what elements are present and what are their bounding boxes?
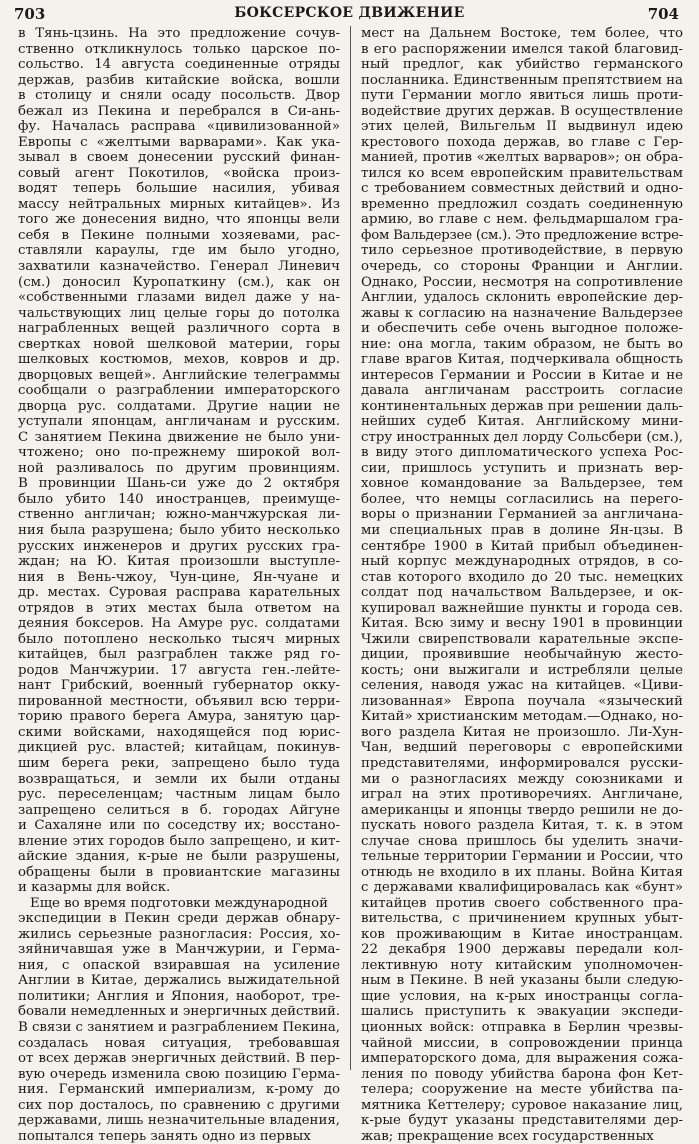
text-line: Чжили свирепствовали карательные экспе-: [361, 631, 683, 647]
text-line: В провинции Шань-си уже до 2 октября: [18, 476, 340, 492]
text-line: чайной миссии, в сопровождении принца: [361, 1035, 683, 1051]
text-line: массу нейтральных мирных китайцев». Из: [18, 196, 340, 212]
text-line: попытался теперь занять одно из первых: [18, 1128, 311, 1144]
text-line: 22 декабря 1900 державы передали кол-: [361, 942, 683, 958]
text-line: крестового похода держав, во главе с Гер-: [361, 134, 683, 150]
text-line: в виду этого дипломатического успеха Рос-: [361, 445, 683, 461]
text-line: ционных войск: отправка в Берлин чрезвы-: [361, 1020, 683, 1035]
text-line: награбленных вещей различного сорта в: [18, 321, 340, 337]
text-line: «собственными глазами видел даже у на-: [18, 290, 340, 306]
running-title: БОКСЕРСКОЕ ДВИЖЕНИЕ: [234, 5, 465, 21]
text-line: С занятием Пекина движение не было уни-: [18, 429, 340, 445]
text-line: Однако, России, несмотря на сопротивление: [361, 274, 683, 290]
text-line: жавы к согласию на назначение Вальдерзее: [361, 305, 683, 321]
text-line: мятника Кеттелеру; суровое наказание лиц,: [361, 1097, 683, 1113]
text-line: Еще во время подготовки международной: [30, 895, 328, 911]
text-line: став которого входило до 20 тыс. немецких: [361, 569, 683, 585]
text-line: ной разливалось по другим провинциям.: [18, 460, 340, 476]
text-line: дворца рус. солдатами. Другие нации не: [18, 398, 340, 414]
text-line: с требованием совместных действий и одно-: [361, 181, 683, 197]
text-line: торию правого берега Амура, занятую цар-: [18, 709, 340, 725]
text-line: шелковых костюмов, мехов, ковров и др.: [18, 352, 340, 368]
text-line: сии, пришлось уступить и признать вер-: [361, 460, 683, 476]
text-line: скими войсками, находящейся под юрис-: [18, 724, 340, 740]
text-line: запрещено селиться в б. городах Айгуне: [18, 802, 340, 818]
text-line: лективную ноту китайским уполномочен-: [361, 957, 683, 973]
text-line: купировал важнейшие пункты и города сев.: [361, 600, 683, 616]
text-line: представителями, информировался русски-: [361, 755, 683, 771]
text-line: очередь, со стороны Франции и Англии.: [361, 258, 683, 274]
text-line: Европы с «желтыми варварами». Как ука-: [18, 134, 340, 150]
text-line: тельные территории Германии и России, что: [361, 849, 683, 865]
text-line: лизованная» Европа поучала «языческий: [361, 693, 683, 709]
text-line: интересов Германии и России в Китае и не: [361, 367, 683, 383]
page-number-right: 704: [647, 5, 679, 23]
text-line: этих целей, Вильгельм II выдвинул идею: [361, 119, 683, 135]
text-line: селения, наводя ужас на китайцев. «Циви-: [361, 678, 683, 694]
text-line: давала англичанам расстроить согласие: [361, 383, 683, 399]
text-line: ми специальных прав в долине Ян-цзы. В: [361, 523, 683, 538]
text-line: щие условия, на к-рых иностранцы согла-: [361, 988, 683, 1004]
text-line: державами, лишь незначительные владения,: [18, 1113, 340, 1129]
text-line: солдат под начальством Вальдерзее, и ок-: [361, 585, 683, 601]
text-line: возвращаться, и земли их были отданы: [18, 771, 340, 787]
text-line: Китай» христианским методам.—Однако, но-: [361, 709, 683, 725]
text-line: ния в Вень-чжоу, Чун-цине, Ян-чуане и: [18, 569, 340, 585]
text-line: ственно откликнулось только царское по-: [18, 41, 340, 57]
text-line: ния, с опаской взиравшая на усиление: [18, 957, 340, 973]
text-line: шим берега реки, запрещено было туда: [18, 755, 340, 771]
left-column: [18, 26, 340, 1144]
text-line: играл на этих противоречиях. Англичане,: [361, 787, 683, 803]
text-line: к-рые будут указаны представителями дер-: [361, 1113, 683, 1129]
text-line: жав; прекращение всех государственных: [361, 1128, 654, 1144]
text-line: бовали немедленных и энергичных действий.: [18, 1004, 340, 1020]
text-line: в столицу и сняли осаду посольств. Двор: [18, 88, 340, 104]
text-line: диции, проявившие необычайную жесто-: [361, 647, 683, 663]
text-line: более, что немцы согласились на перего-: [361, 491, 683, 507]
text-line: айские здания, к-рые не были разрушены,: [18, 849, 340, 865]
text-line: дикцией рус. властей; китайцам, покинув-: [18, 740, 340, 756]
text-line: жились серьезные разногласия: Россия, хо-: [18, 926, 340, 942]
text-line: фом Вальдерзее (см.). Это предложение встре-: [361, 227, 683, 243]
text-line: зяйничавшая уже в Манчжурии, и Герма-: [18, 942, 340, 958]
text-line: ный предлог, как убийство германского: [361, 57, 683, 73]
text-line: и Сахаляне или по соседству их; восстано-: [18, 818, 340, 834]
text-line: пированной местности, объявил всю терри-: [18, 693, 340, 709]
text-line: и казармы для войск.: [18, 880, 171, 896]
text-line: китайцев, был разграблен также ряд го-: [18, 647, 340, 663]
text-line: держав, разбив китайские войска, вошли: [18, 72, 340, 88]
text-line: сольство. 14 августа соединенные отряды: [18, 57, 340, 73]
text-line: обращены были в провиантские магазины: [18, 864, 340, 880]
text-line: мест на Дальнем Востоке, тем более, что: [361, 26, 683, 41]
text-line: отнюдь не входило в их планы. Война Китая: [361, 864, 683, 880]
text-line: совый агент Покотилов, «войска произ-: [18, 165, 340, 181]
text-line: континентальных держав при решении даль-: [361, 398, 683, 414]
text-line: ления по поводу убийства барона фон Кет-: [361, 1066, 683, 1082]
text-line: рус. переселенцам; частным лицам было: [18, 787, 340, 803]
text-line: чтожено; оно по-прежнему широкой вол-: [18, 445, 340, 461]
text-line: зывал в своем донесении русский финан-: [18, 150, 340, 166]
text-line: водят теперь большие насилия, убивая: [18, 181, 340, 197]
text-line: В связи с занятием и разграблением Пекина,: [18, 1020, 340, 1035]
text-line: ждан; на Ю. Китая произошли выступле-: [18, 554, 340, 570]
text-line: Китая. Всю зиму и весну 1901 в провинции: [361, 616, 683, 632]
text-line: сообщали о разграблении императорского: [18, 383, 340, 399]
text-line: нейших судеб Китая. Английскому мини-: [361, 414, 683, 430]
text-line: американцы и японцы твердо решили не до-: [361, 802, 683, 818]
text-line: ственно англичан; южно-манчжурская ли-: [18, 507, 340, 523]
text-line: ния была разрушена; было убито несколько: [18, 523, 340, 538]
text-line: от всех держав энергичных действий. В пер-: [18, 1051, 340, 1067]
text-line: др. местах. Суровая расправа карательных: [18, 585, 340, 601]
text-line: русских инженеров и других русских гра-: [18, 538, 340, 554]
text-line: Англии, удалось склонить европейские дер-: [361, 290, 683, 306]
text-line: было потоплено несколько тысяч мирных: [18, 631, 340, 647]
text-line: вительства, с причинением крупных убыт-: [361, 911, 683, 927]
text-line: было убито 140 иностранцев, преимуще-: [18, 491, 340, 507]
text-line: ния. Германский империализм, к-рому до: [18, 1082, 340, 1098]
text-line: кость; они выжигали и истребляли целые: [361, 662, 683, 678]
text-line: пускать нового раздела Китая, т. к. в этом: [361, 818, 683, 834]
text-line: случае снова пришлось бы уделить значи-: [361, 833, 683, 849]
text-line: вление этих городов было запрещено, и кит-: [18, 833, 340, 849]
text-line: армию, во главе с нем. фельдмаршалом гра-: [361, 212, 683, 228]
text-line: временно предложил создать соединенную: [361, 196, 683, 212]
text-line: главе врагов Китая, подчеркивала общность: [361, 352, 683, 368]
text-line: с державами квалифицировалась как «бунт»: [361, 880, 683, 896]
text-line: стру иностранных дел лорду Сольсбери (см.),: [361, 429, 684, 445]
text-line: ховное командование за Вальдерзее, тем: [361, 476, 683, 492]
text-line: отрядов в этих местах была ответом на: [18, 600, 340, 616]
text-line: Чан, ведший переговоры с европейскими: [361, 740, 683, 756]
text-line: и обеспечить себе очень выгодное положе-: [361, 321, 683, 337]
text-line: телера; сооружение на месте убийства па-: [361, 1082, 683, 1098]
text-line: нант Грибский, военный губернатор окку-: [18, 678, 340, 694]
text-line: политики; Англия и Япония, наоборот, тре-: [18, 988, 340, 1004]
text-line: родов Манчжурии. 17 августа ген.-лейте-: [18, 662, 340, 678]
text-line: экспедиции в Пекин среди держав обнару-: [18, 911, 340, 927]
text-line: чальствующих лиц целые горы до потолка: [18, 305, 340, 321]
text-line: китайцев против своего собственного пра-: [361, 895, 683, 911]
text-line: ставляли караулы, где им было угодно,: [18, 243, 340, 259]
text-line: императорского дома, для выражения сожа-: [361, 1051, 683, 1067]
text-line: сих пор досталось, по сравнению с другими: [18, 1097, 340, 1113]
text-line: ми о разногласиях между союзниками и: [361, 771, 683, 787]
column-divider: [350, 26, 351, 1070]
text-line: тился ко всем европейским правительствам: [361, 165, 683, 181]
text-line: фу. Началась расправа «цивилизованной»: [18, 119, 340, 135]
text-line: шались приступить к эвакуации экспеди-: [361, 1004, 683, 1020]
text-line: воры о признании Германией за англичана-: [361, 507, 683, 523]
text-line: уступали японцам, англичанам и русским.: [18, 414, 340, 430]
text-line: свертках новой шелковой материи, горы: [18, 336, 340, 352]
text-line: себя в Пекине полными хозяевами, рас-: [18, 227, 340, 243]
text-line: того же донесения видно, что японцы вели: [18, 212, 340, 228]
text-line: ков проживающим в Китае иностранцам.: [361, 926, 683, 942]
text-line: тило серьезное противодействие, в первую: [361, 243, 683, 259]
text-line: водействие других держав. В осуществление: [361, 103, 683, 119]
text-line: Англии в Китае, держались выжидательной: [18, 973, 340, 989]
text-line: дворцовых вещей». Английские телеграммы: [18, 367, 340, 383]
text-line: бежал из Пекина и перебрался в Си-ань-: [18, 103, 340, 119]
text-line: вого раздела Китая не произошло. Ли-Хун-: [361, 724, 683, 740]
text-line: ным в Пекине. В ней указаны были следую-: [361, 973, 683, 989]
right-column: [361, 26, 684, 1144]
page-number-left: 703: [14, 5, 46, 23]
text-line: в Тянь-цзинь. На это предложение сочув-: [18, 26, 340, 41]
page-header: [0, 0, 699, 24]
text-line: сентябре 1900 в Китай прибыл объединен-: [361, 538, 683, 554]
text-line: в его распоряжении имелся такой благовид-: [361, 41, 683, 57]
text-line: захватили казначейство. Генерал Линевич: [18, 258, 340, 274]
text-line: (см.) доносил Куропаткину (см.), как он: [18, 274, 340, 290]
text-line: посланника. Единственным препятствием на: [361, 72, 683, 88]
text-line: пути Германии могло явиться лишь проти-: [361, 88, 683, 104]
text-line: манией, против «желтых варваров»; он обра-: [361, 150, 683, 166]
text-line: деяния боксеров. На Амуре рус. солдатами: [18, 616, 340, 632]
text-line: ный корпус международных отрядов, в со-: [361, 554, 683, 570]
text-line: ние: она могла, таким образом, не быть во: [361, 336, 683, 352]
text-line: вую очередь изменила свою позицию Герма-: [18, 1066, 340, 1082]
text-line: создалась новая ситуация, требовавшая: [18, 1035, 340, 1051]
